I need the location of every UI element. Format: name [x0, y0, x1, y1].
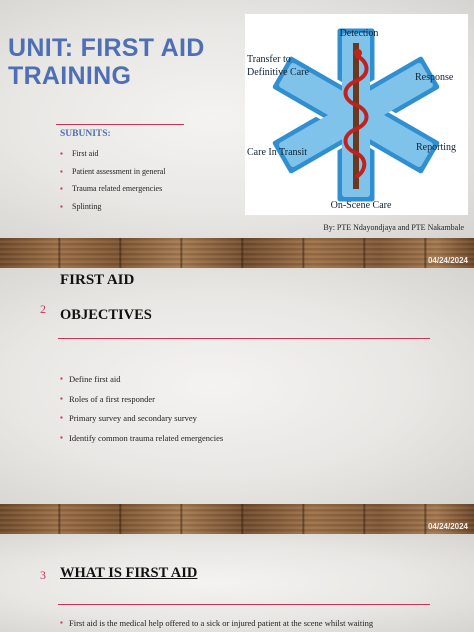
list-item-label: Trauma related emergencies: [72, 184, 163, 193]
slide-heading: FIRST AID: [60, 272, 135, 288]
logo-label: On-Scene Care: [330, 200, 392, 211]
logo-label: Response: [415, 72, 454, 83]
logo-label: Care In Transit: [247, 147, 307, 158]
wood-divider: [0, 504, 474, 534]
slide-date: 04/24/2024: [427, 522, 468, 531]
list-item: [60, 167, 166, 185]
list-item: [60, 413, 223, 433]
slide-3: [0, 534, 474, 632]
list-item: [60, 374, 223, 394]
wood-divider: [0, 238, 474, 268]
bullet-icon: ▪: [60, 432, 63, 442]
subunits-heading: SUBUNITS:: [60, 129, 111, 139]
bullet-icon: ▪: [60, 618, 63, 627]
bullet-icon: ▪: [60, 149, 63, 158]
slide-title: UNIT: FIRST AID TRAINING: [8, 34, 205, 90]
list-item-label: Primary survey and secondary survey: [69, 413, 197, 423]
list-item-label: Roles of a first responder: [69, 393, 155, 404]
subunits-list: [60, 149, 166, 219]
slide-number: 2: [40, 302, 46, 316]
byline: By: PTE Ndayondjaya and PTE Nakambale: [323, 223, 464, 232]
divider-rule: [56, 124, 184, 125]
bullet-icon: ▪: [60, 201, 63, 211]
star-of-life-logo: [245, 14, 468, 215]
list-item-label: Patient assessment in general: [72, 166, 166, 176]
slide-2: [0, 268, 474, 504]
slide-1: [0, 0, 474, 238]
logo-label: Reporting: [416, 142, 456, 153]
list-item: [60, 184, 166, 202]
list-item: [60, 202, 166, 220]
slide-date: 04/24/2024: [427, 256, 468, 265]
bullet-icon: ▪: [60, 166, 63, 176]
body-text: [60, 618, 373, 628]
slide-number: 3: [40, 568, 46, 582]
list-item-label: Identify common trauma related emergencies: [69, 432, 224, 443]
list-item-label: First aid: [72, 149, 99, 158]
list-item: [60, 433, 223, 453]
divider-rule: [58, 338, 430, 339]
bullet-icon: ▪: [60, 184, 63, 193]
logo-label: Detection: [339, 28, 379, 39]
bullet-icon: ▪: [60, 393, 63, 403]
list-item-label: Splinting: [72, 201, 102, 211]
star-of-life-icon: [245, 14, 468, 215]
body-text-label: First aid is the medical help offered to a sick or injured patient at the scene whilst waiting: [69, 618, 374, 628]
objectives-list: [60, 374, 223, 452]
logo-label: Transfer to: [247, 54, 291, 65]
list-item-label: Define first aid: [69, 374, 121, 384]
bullet-icon: ▪: [60, 374, 63, 383]
slide-title: WHAT IS FIRST AID: [60, 565, 198, 581]
divider-rule: [58, 604, 430, 605]
slide-subtitle: OBJECTIVES: [60, 307, 152, 323]
list-item: [60, 149, 166, 167]
bullet-icon: ▪: [60, 413, 63, 422]
list-item: [60, 394, 223, 414]
logo-label: Definitive Care: [247, 67, 309, 78]
